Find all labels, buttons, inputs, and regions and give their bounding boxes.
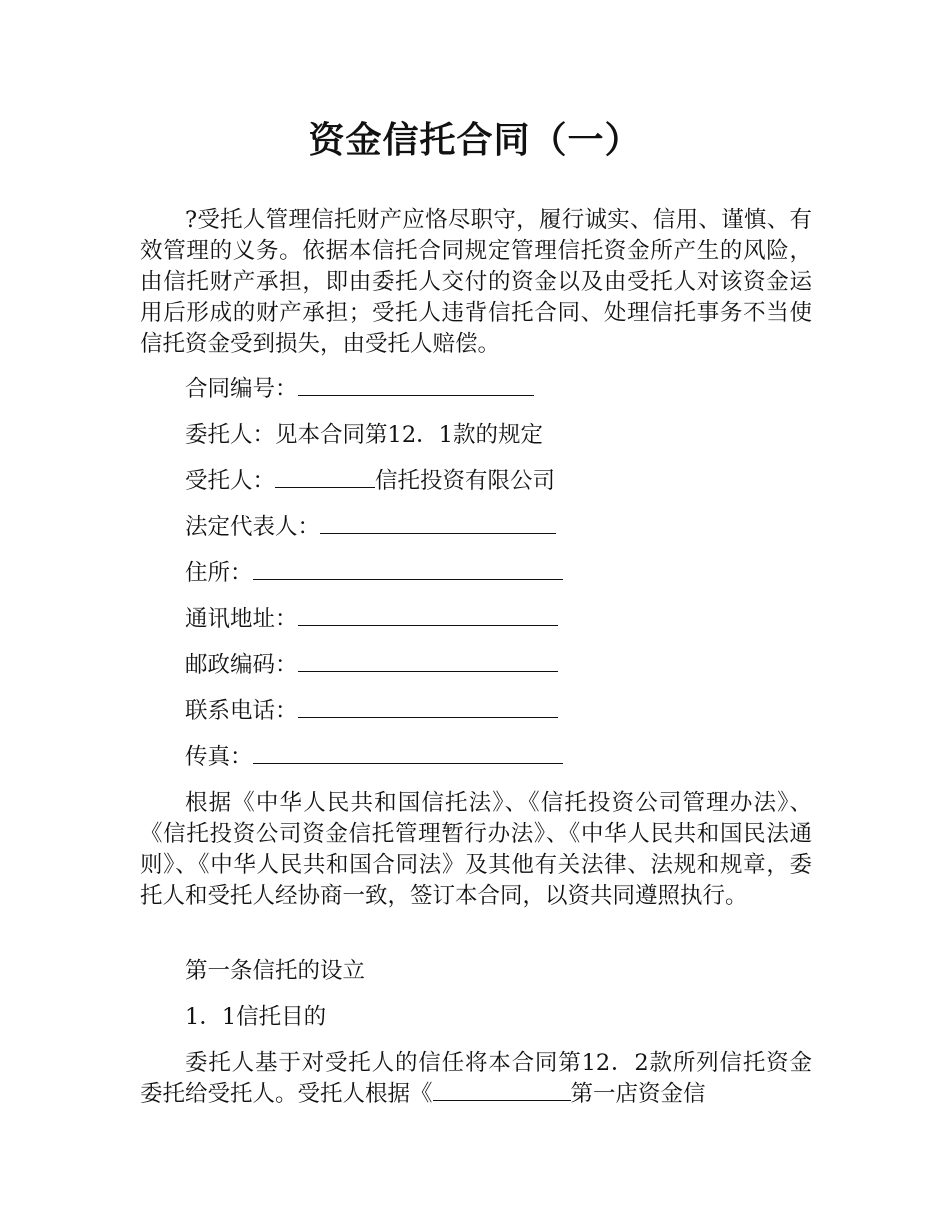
article-1-heading: 第一条信托的设立 bbox=[185, 958, 366, 984]
clause-1-1-text-b: 第一店资金信 bbox=[570, 1081, 706, 1107]
clause-1-1-paragraph bbox=[140, 1048, 812, 1110]
contract-number-blank bbox=[298, 375, 534, 396]
trustee-label: 受托人： bbox=[185, 468, 276, 494]
mailing-address-field bbox=[185, 604, 825, 635]
phone-field bbox=[185, 696, 825, 727]
trustee-field bbox=[185, 466, 825, 497]
address-field bbox=[185, 558, 825, 589]
intro-paragraph: ?受托人管理信托财产应恪尽职守，履行诚实、信用、谨慎、有效管理的义务。依据本信托合同规定管理信托资金所产生的风险，由信托财产承担，即由委托人交付的资金以及由受托人对该资金运用后形成的财产承担；受托人违背信托合同、处理信托事务不当使信托资金受到损失，由受托人赔偿。 bbox=[140, 207, 812, 357]
legal-representative-label: 法定代表人： bbox=[185, 514, 321, 540]
postcode-label: 邮政编码： bbox=[185, 652, 298, 678]
legal-representative-field bbox=[185, 512, 825, 543]
contract-number-label: 合同编号： bbox=[185, 376, 298, 402]
postcode-field bbox=[185, 650, 825, 681]
legal-basis-paragraph: 根据《中华人民共和国信托法》、《信托投资公司管理办法》、《信托投资公司资金信托管理暂行办法》、《中华人民共和国民法通则》、《中华人民共和国合同法》及其他有关法律、法规和规章，委托人和受托人经协商一致，签订本合同，以资共同遵照执行。 bbox=[140, 790, 812, 909]
fax-label: 传真： bbox=[185, 744, 253, 770]
fax-blank bbox=[253, 743, 563, 764]
trustee-suffix: 信托投资有限公司 bbox=[375, 468, 556, 494]
document-title: 资金信托合同（一） bbox=[308, 120, 642, 161]
fax-field bbox=[185, 742, 825, 773]
clause-1-1-text-a: 委托人基于对受托人的信任将本合同第12．2款所列信托资金委托给受托人。受托人根据《 bbox=[140, 1050, 812, 1107]
mailing-address-label: 通讯地址： bbox=[185, 606, 298, 632]
legal-representative-blank bbox=[320, 513, 556, 534]
phone-blank bbox=[298, 697, 558, 718]
contract-number-field bbox=[185, 374, 825, 405]
postcode-blank bbox=[298, 651, 558, 672]
trustor-field: 委托人：见本合同第12．1款的规定 bbox=[185, 422, 543, 448]
clause-1-1-blank bbox=[433, 1080, 571, 1101]
clause-1-1-heading: 1．1信托目的 bbox=[185, 1004, 327, 1030]
phone-label: 联系电话： bbox=[185, 698, 298, 724]
address-label: 住所： bbox=[185, 560, 253, 586]
address-blank bbox=[253, 559, 563, 580]
mailing-address-blank bbox=[298, 605, 558, 626]
trustee-blank bbox=[275, 467, 375, 488]
